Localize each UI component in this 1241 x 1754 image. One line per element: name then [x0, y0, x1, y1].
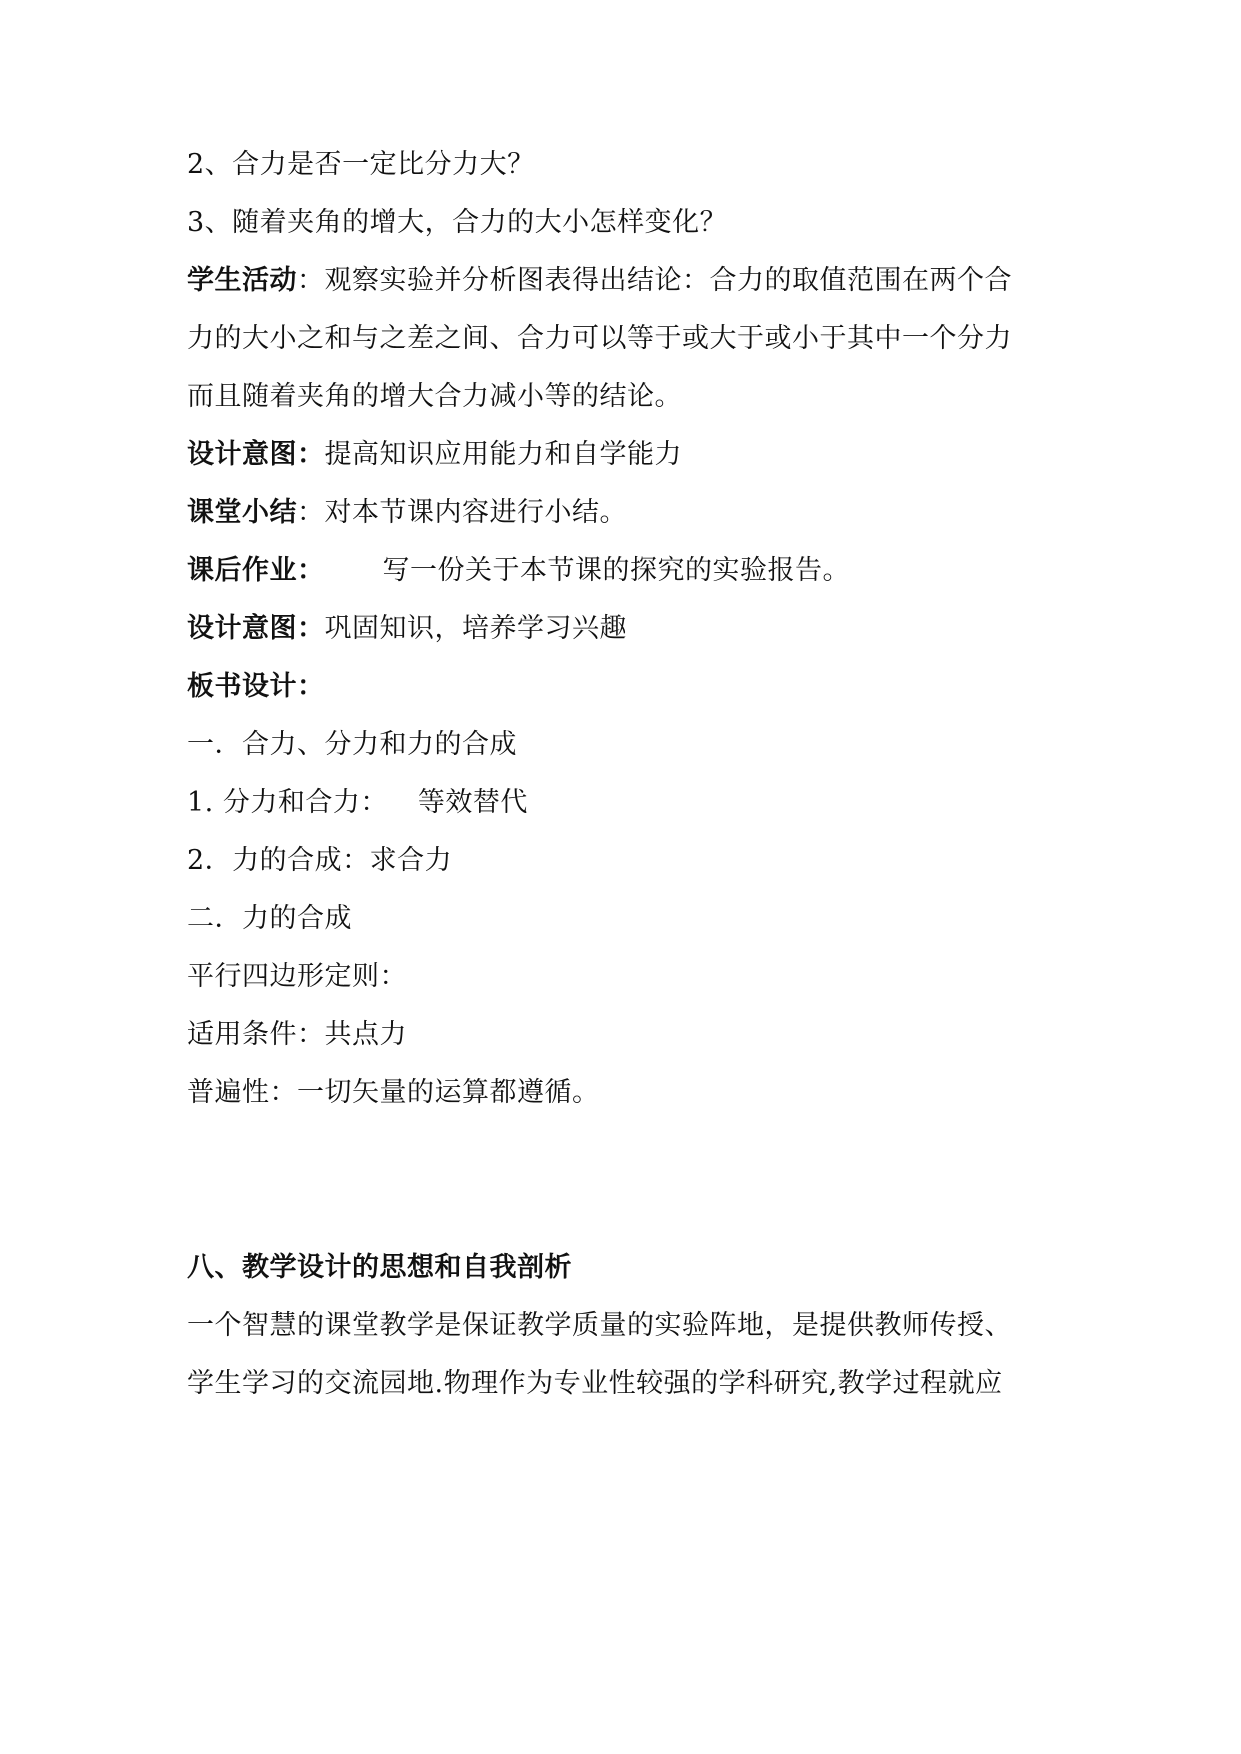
- class-summary: [187, 494, 1067, 532]
- student-activity-text-1: 观察实验并分析图表得出结论：合力的取值范围在两个合: [324, 265, 1012, 296]
- section-8-heading: 八、教学设计的思想和自我剖析: [187, 1252, 572, 1283]
- design-intent-1-text: 提高知识应用能力和自学能力: [324, 439, 682, 470]
- homework-label: 课后作业：: [187, 555, 325, 586]
- design-intent-1-label: 设计意图：: [187, 439, 325, 470]
- student-activity-line-3: 而且随着夹角的增大合力减小等的结论。: [187, 381, 682, 412]
- board-rule: 平行四边形定则：: [187, 961, 407, 992]
- homework: [187, 552, 1067, 590]
- student-activity-line-1: [187, 262, 1067, 300]
- board-item-1: 一．合力、分力和力的合成: [187, 729, 517, 760]
- design-intent-2: [187, 610, 1067, 648]
- design-intent-2-label: 设计意图：: [187, 613, 325, 644]
- student-activity-line-2: 力的大小之和与之差之间、合力可以等于或大于或小于其中一个分力: [187, 323, 1012, 354]
- student-activity-colon: ：: [297, 265, 325, 296]
- board-item-2: 二．力的合成: [187, 903, 352, 934]
- board-item-1-1: [187, 784, 1067, 822]
- design-intent-2-text: 巩固知识，培养学习兴趣: [324, 613, 627, 644]
- board-item-1-1-label: 1. 分力和合力：: [187, 787, 388, 818]
- class-summary-colon: ：: [297, 497, 325, 528]
- board-universality: 普遍性：一切矢量的运算都遵循。: [187, 1077, 600, 1108]
- homework-text: 写一份关于本节课的探究的实验报告。: [382, 555, 850, 586]
- board-design-title: 板书设计：: [187, 671, 325, 702]
- section-8-line-1: 一个智慧的课堂教学是保证教学质量的实验阵地，是提供教师传授、: [187, 1310, 1012, 1341]
- question-3: 3、随着夹角的增大，合力的大小怎样变化？: [187, 207, 728, 238]
- board-item-1-1-value: 等效替代: [417, 787, 528, 818]
- student-activity-label: 学生活动: [187, 265, 297, 296]
- class-summary-label: 课堂小结: [187, 497, 297, 528]
- class-summary-text: 对本节课内容进行小结。: [324, 497, 627, 528]
- question-2: 2、合力是否一定比分力大？: [187, 149, 535, 180]
- board-item-1-2: 2．力的合成：求合力: [187, 845, 453, 876]
- board-condition: 适用条件：共点力: [187, 1019, 407, 1050]
- design-intent-1: [187, 436, 1067, 474]
- section-8-line-2: 学生学习的交流园地.物理作为专业性较强的学科研究,教学过程就应: [187, 1368, 1003, 1399]
